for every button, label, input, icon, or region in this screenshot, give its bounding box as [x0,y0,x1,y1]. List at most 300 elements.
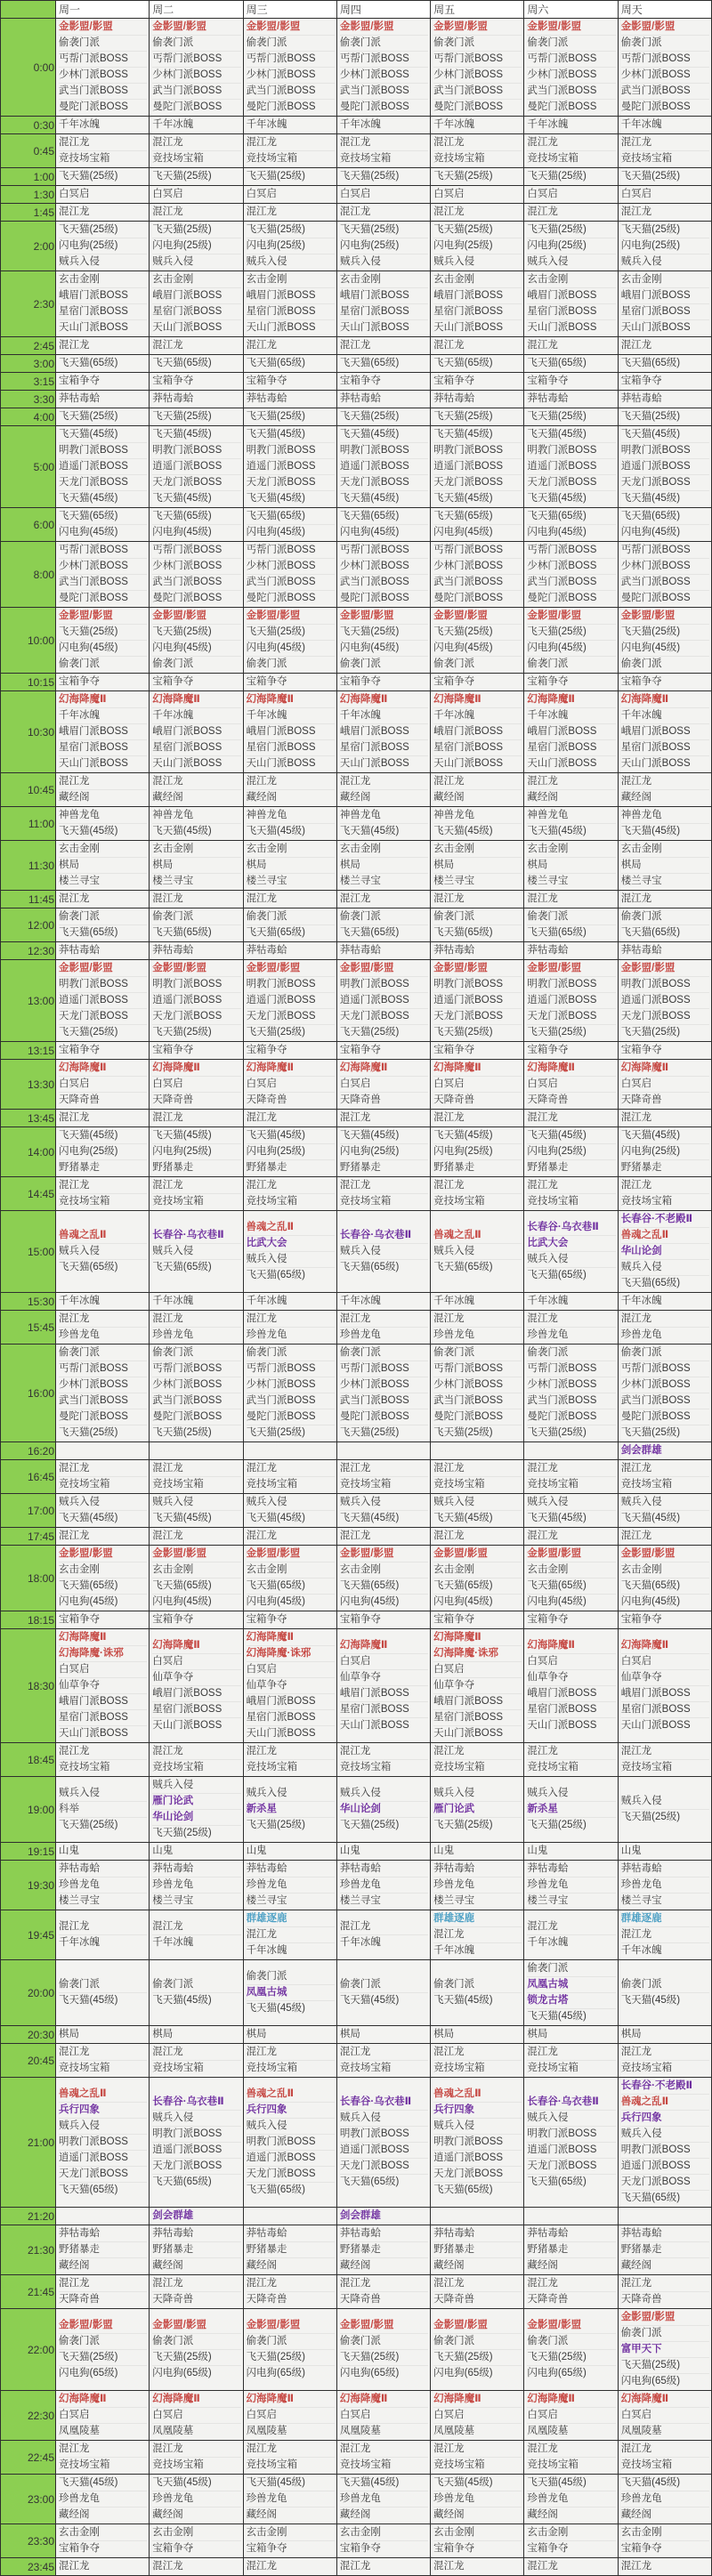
table-row [1,19,712,117]
event-label: 飞天猫(65级) [59,925,147,941]
schedule-cell [243,2026,336,2044]
schedule-cell [524,2275,618,2309]
event-label: 千年冰魄 [247,1942,335,1958]
event-label: 飞天猫(65级) [152,511,212,521]
event-label: 宝箱争夺 [152,1614,194,1625]
schedule-cell [431,355,524,373]
event-label: 闪电狗(45级) [340,524,428,540]
event-label: 贼兵入侵 [59,254,147,270]
event-label: 千年冰魄 [339,1296,381,1306]
event-label: 明教门派BOSS [59,442,147,458]
event-label: 混江龙 [246,2278,278,2289]
event-label: 飞天猫(45级) [59,2477,118,2488]
schedule-cell [618,2524,711,2558]
time-label: 11:30 [1,841,56,891]
event-label: 贼兵入侵 [340,2110,428,2126]
event-label: 逍遥门派BOSS [621,458,709,474]
event-label: 竞技场宝箱 [59,150,147,166]
event-label: 竞技场宝箱 [247,2457,335,2473]
schedule-cell [336,1743,430,1777]
time-label: 23:45 [1,2558,56,2576]
schedule-cell [243,2475,336,2524]
schedule-cell [56,1960,150,2026]
schedule-cell [336,942,430,960]
event-label: 珍兽龙龟 [59,2491,147,2507]
event-label: 兽魂之乱Ⅱ [246,2088,295,2099]
event-label: 竞技场宝箱 [621,2060,709,2076]
event-label: 明教门派BOSS [527,976,615,992]
schedule-cell [243,355,336,373]
event-label: 幻海降魔Ⅱ [339,2394,388,2404]
schedule-cell [524,1345,618,1442]
schedule-cell [618,942,711,960]
schedule-cell [431,391,524,408]
table-row [1,2078,712,2208]
event-label: 竞技场宝箱 [433,2060,522,2076]
event-label: 峨眉门派BOSS [527,1685,615,1701]
event-label: 金影盟/影盟 [246,21,301,32]
event-label: 武当门派BOSS [527,1393,615,1409]
event-label: 竞技场宝箱 [527,1193,615,1209]
schedule-cell [336,773,430,807]
event-label: 天山门派BOSS [152,319,240,335]
event-label: 星宿门派BOSS [433,739,522,755]
event-label: 偷袭门派 [433,911,475,922]
schedule-cell [431,2309,524,2391]
event-label: 闪电狗(25级) [621,238,709,254]
event-label: 藏经阁 [527,2507,615,2523]
schedule-cell [150,2309,243,2391]
schedule-cell [618,1127,711,1177]
event-label: 飞天猫(25级) [527,224,587,235]
event-label: 天龙门派BOSS [340,474,428,490]
event-label: 金影盟/影盟 [152,2320,206,2330]
event-label: 闪电狗(45级) [621,640,709,656]
event-label: 玄击金刚 [152,844,194,854]
event-label: 偷袭门派 [620,1347,662,1358]
schedule-cell [56,204,150,222]
event-label: 丐帮门派BOSS [620,545,691,555]
event-label: 竞技场宝箱 [340,1476,428,1492]
schedule-cell [336,891,430,908]
event-label: 混江龙 [433,893,465,904]
event-label: 曼陀门派BOSS [247,590,335,606]
schedule-cell [56,942,150,960]
event-label: 竞技场宝箱 [59,1759,147,1775]
schedule-cell [336,608,430,674]
event-label: 混江龙 [59,2561,90,2572]
event-label: 偷袭门派 [621,2325,709,2341]
table-row [1,408,712,426]
event-label: 剑会群雄 [152,2210,194,2221]
event-label: 飞天猫(45级) [621,1992,709,2008]
event-label: 闪电狗(65级) [152,2365,240,2381]
event-label: 闪电狗(25级) [527,1143,615,1159]
event-label: 千年冰魄 [340,707,428,723]
schedule-cell [431,1211,524,1293]
event-label: 飞天猫(65级) [620,511,681,521]
event-label: 飞天猫(25级) [621,1024,709,1040]
day-header: 周三 [243,1,336,19]
schedule-cell [618,408,711,426]
schedule-cell [618,1528,711,1546]
event-label: 混江龙 [246,206,278,217]
schedule-cell [56,773,150,807]
event-label: 明教门派BOSS [340,2126,428,2142]
event-label: 飞天猫(25级) [340,1817,428,1833]
schedule-cell [56,2044,150,2078]
event-label: 天龙门派BOSS [247,1008,335,1024]
event-label: 峨眉门派BOSS [621,287,709,303]
event-label: 贼兵入侵 [527,254,615,270]
schedule-cell [336,1110,430,1127]
event-label: 星宿门派BOSS [59,739,147,755]
event-label: 武当门派BOSS [340,574,428,590]
event-label: 峨眉门派BOSS [527,287,615,303]
schedule-cell [524,542,618,608]
event-label: 飞天猫(65级) [433,511,493,521]
table-row [1,1861,712,1910]
schedule-cell [618,891,711,908]
time-label: 23:30 [1,2524,56,2558]
table-row [1,426,712,508]
schedule-cell [524,1743,618,1777]
event-label: 飞天猫(25级) [621,2357,709,2373]
event-label: 飞天猫(45级) [59,1992,147,2008]
event-label: 金影盟/影盟 [620,1548,676,1559]
event-label: 藏经阁 [433,2507,522,2523]
event-label: 武当门派BOSS [527,574,615,590]
schedule-cell [336,1177,430,1211]
event-label: 兽魂之乱Ⅱ [246,1222,295,1232]
event-label: 飞天猫(65级) [621,1275,709,1291]
event-label: 天降奇兽 [340,2291,428,2307]
event-label: 雁门论武 [433,1801,522,1817]
event-label: 飞天猫(45级) [152,1992,240,2008]
event-label: 群雄逐鹿 [620,1913,662,1924]
schedule-cell [524,2026,618,2044]
event-label: 飞天猫(45级) [152,2477,212,2488]
event-label: 少林门派BOSS [340,67,428,83]
event-label: 神兽龙龟 [433,810,475,820]
event-label: 逍遥门派BOSS [527,458,615,474]
event-label: 混江龙 [620,206,652,217]
event-label: 金影盟/影盟 [339,2320,394,2330]
event-label: 藏经阁 [152,789,240,805]
event-label: 莽牯毒蛤 [339,1863,381,1874]
event-label: 飞天猫(45级) [152,1130,212,1141]
event-label: 藏经阁 [247,2507,335,2523]
event-label: 凤凰古城 [247,1984,335,2000]
time-label: 18:30 [1,1629,56,1743]
event-label: 幻海降魔Ⅱ [433,1632,481,1643]
event-label: 闪电狗(25级) [433,1143,522,1159]
schedule-cell [56,891,150,908]
event-label: 天龙门派BOSS [152,2158,240,2174]
event-label: 星宿门派BOSS [247,1709,335,1725]
event-label: 飞天猫(45级) [620,429,681,440]
event-label: 飞天猫(65级) [340,1259,428,1275]
event-label: 华山论剑 [621,1243,709,1259]
event-label: 天降奇兽 [59,2291,147,2307]
event-label: 竞技场宝箱 [621,1476,709,1492]
schedule-cell [336,2275,430,2309]
event-label: 偷袭门派 [433,656,522,672]
event-label: 飞天猫(45级) [152,429,212,440]
schedule-cell [243,2391,336,2441]
event-label: 混江龙 [339,1746,371,1756]
event-label: 混江龙 [339,2047,371,2057]
event-label: 贼兵入侵 [621,254,709,270]
schedule-cell [524,1611,618,1629]
event-label: 楼兰寻宝 [433,873,522,889]
schedule-cell [150,1611,243,1629]
event-label: 宝箱争夺 [339,375,381,386]
schedule-cell [524,1629,618,1743]
schedule-cell [524,1311,618,1345]
event-label: 飞天猫(65级) [527,1267,615,1283]
event-label: 仙草争夺 [340,1669,428,1685]
event-label: 武当门派BOSS [433,1393,522,1409]
schedule-cell [336,2558,430,2576]
table-row [1,1311,712,1345]
event-label: 飞天猫(65级) [152,1259,240,1275]
event-label: 棋局 [527,857,615,873]
event-label: 贼兵入侵 [59,1243,147,1259]
schedule-cell [618,542,711,608]
event-label: 少林门派BOSS [340,1377,428,1393]
schedule-cell [524,773,618,807]
event-label: 少林门派BOSS [527,67,615,83]
schedule-cell [243,1293,336,1311]
schedule-cell [56,1293,150,1311]
event-label: 少林门派BOSS [621,1377,709,1393]
event-label: 千年冰魄 [59,1296,100,1306]
event-label: 飞天猫(25级) [620,224,681,235]
event-label: 飞天猫(65级) [527,1578,615,1594]
event-label: 白冥启 [59,1661,147,1677]
event-label: 莽牯毒蛤 [339,945,381,956]
event-label: 丐帮门派BOSS [527,51,615,67]
event-label: 混江龙 [339,776,371,787]
event-label: 藏经阁 [152,2257,240,2273]
event-label: 逍遥门派BOSS [433,2150,522,2166]
event-label: 白冥启 [59,1076,147,1092]
schedule-cell [243,942,336,960]
event-label: 星宿门派BOSS [340,303,428,319]
schedule-cell [150,1293,243,1311]
event-label: 曼陀门派BOSS [527,99,615,115]
time-label: 21:30 [1,2225,56,2275]
event-label: 白冥启 [621,1076,709,1092]
event-label: 星宿门派BOSS [340,739,428,755]
event-label: 山鬼 [620,1845,642,1856]
event-label: 星宿门派BOSS [152,303,240,319]
event-label: 飞天猫(25级) [527,1024,615,1040]
table-row [1,391,712,408]
event-label: 飞天猫(45级) [527,429,587,440]
schedule-cell [431,168,524,186]
event-label: 棋局 [246,2029,267,2039]
event-label: 明教门派BOSS [152,976,240,992]
schedule-cell [524,674,618,691]
event-label: 混江龙 [59,1313,90,1324]
event-label: 贼兵入侵 [621,1259,709,1275]
event-label: 飞天猫(65级) [152,2174,240,2190]
event-label: 幻海降魔Ⅱ [152,1640,200,1651]
event-label: 千年冰魄 [247,707,335,723]
event-label: 白冥启 [247,2407,335,2423]
schedule-cell [431,117,524,134]
schedule-cell [243,1611,336,1629]
event-label: 天山门派BOSS [621,1717,709,1733]
event-label: 武当门派BOSS [433,574,522,590]
event-label: 白冥启 [247,1661,335,1677]
event-label: 棋局 [340,857,428,873]
schedule-cell [336,2078,430,2208]
event-label: 莽牯毒蛤 [152,2228,194,2239]
schedule-cell [150,1843,243,1861]
event-label: 偷袭门派 [621,35,709,51]
event-label: 天山门派BOSS [433,755,522,771]
event-label: 闪电狗(45级) [152,640,240,656]
event-label: 玄击金刚 [246,2527,287,2538]
event-label: 金影盟/影盟 [339,610,394,621]
event-label: 天龙门派BOSS [59,1008,147,1024]
schedule-cell [524,2044,618,2078]
schedule-cell [243,1629,336,1743]
event-label: 竞技场宝箱 [527,1759,615,1775]
event-label: 混江龙 [527,1530,558,1541]
event-label: 竞技场宝箱 [59,1476,147,1492]
event-label: 逍遥门派BOSS [152,458,240,474]
schedule-cell [524,1777,618,1843]
event-label: 混江龙 [339,206,371,217]
event-label: 飞天猫(65级) [433,358,493,368]
schedule-cell [618,2558,711,2576]
schedule-cell [524,2441,618,2475]
event-label: 白冥启 [59,189,90,199]
time-label: 2:45 [1,337,56,355]
event-label: 珍兽龙龟 [152,1327,240,1343]
schedule-cell [243,117,336,134]
schedule-cell [524,841,618,891]
event-label: 混江龙 [433,2561,465,2572]
event-label: 丐帮门派BOSS [621,1361,709,1377]
event-label: 白冥启 [340,1653,428,1669]
event-label: 丐帮门派BOSS [527,1361,615,1377]
event-label: 天山门派BOSS [152,1717,240,1733]
event-label: 兽魂之乱Ⅱ [621,1227,709,1243]
schedule-cell [524,2309,618,2391]
schedule-cell [56,391,150,408]
event-label: 闪电狗(25级) [247,1143,335,1159]
event-label: 兽魂之乱Ⅱ [433,2088,481,2099]
event-label: 贼兵入侵 [247,2118,335,2134]
event-label: 飞天猫(25级) [339,411,400,422]
event-label: 飞天猫(25级) [247,624,335,640]
table-row [1,222,712,271]
event-label: 藏经阁 [433,789,522,805]
event-label: 峨眉门派BOSS [152,1685,240,1701]
schedule-cell [150,841,243,891]
event-label: 天降奇兽 [247,2291,335,2307]
event-label: 天龙门派BOSS [527,474,615,490]
event-label: 宝箱争夺 [433,2540,522,2556]
event-label: 藏经阁 [340,2507,428,2523]
schedule-cell [431,2225,524,2275]
event-label: 棋局 [59,857,147,873]
event-label: 莽牯毒蛤 [620,945,662,956]
event-label: 野猪暴走 [340,2241,428,2257]
event-label: 逍遥门派BOSS [340,458,428,474]
event-label: 闪电狗(45级) [621,1594,709,1610]
schedule-cell [431,674,524,691]
event-label: 剑会群雄 [620,1445,662,1456]
event-label: 山鬼 [339,1845,360,1856]
event-label: 野猪暴走 [152,2241,240,2257]
schedule-cell [150,942,243,960]
time-label: 17:45 [1,1528,56,1546]
schedule-cell [618,2275,711,2309]
event-label: 宝箱争夺 [339,676,381,687]
event-label: 曼陀门派BOSS [340,590,428,606]
table-row [1,542,712,608]
event-label: 混江龙 [527,1463,558,1474]
event-label: 偷袭门派 [152,1979,194,1990]
event-label: 竞技场宝箱 [59,1193,147,1209]
event-label: 宝箱争夺 [152,1045,194,1055]
schedule-cell [336,117,430,134]
schedule-cell [618,2078,711,2208]
schedule-cell [431,2524,524,2558]
event-label: 竞技场宝箱 [433,1193,522,1209]
event-label: 飞天猫(45级) [59,1130,118,1141]
event-label: 玄击金刚 [433,2527,475,2538]
event-label: 星宿门派BOSS [621,739,709,755]
day-header: 周五 [431,1,524,19]
time-label: 22:45 [1,2441,56,2475]
time-label: 16:45 [1,1460,56,1494]
event-label: 逍遥门派BOSS [247,458,335,474]
event-label: 闪电狗(25级) [59,1143,147,1159]
table-row [1,2026,712,2044]
event-label: 混江龙 [152,206,183,217]
schedule-cell [618,908,711,942]
event-label: 贼兵入侵 [152,1497,194,1507]
event-label: 剑会群雄 [339,2210,381,2221]
event-label: 明教门派BOSS [621,442,709,458]
event-label: 幻海降魔·诛邪 [247,1645,335,1661]
schedule-cell [56,222,150,271]
event-label: 竞技场宝箱 [527,2060,615,2076]
event-label: 飞天猫(25级) [340,1024,428,1040]
schedule-cell [336,1442,430,1460]
event-label: 野猪暴走 [247,2241,335,2257]
event-label: 峨眉门派BOSS [152,287,240,303]
schedule-cell [524,691,618,773]
schedule-cell [431,2275,524,2309]
event-label: 幻海降魔Ⅱ [246,2394,295,2404]
schedule-cell [524,508,618,542]
event-label: 飞天猫(65级) [433,925,522,941]
event-label: 竞技场宝箱 [340,2060,428,2076]
schedule-cell [243,908,336,942]
schedule-cell [56,2309,150,2391]
event-label: 藏经阁 [59,2507,147,2523]
schedule-cell [336,1060,430,1110]
event-label: 藏经阁 [152,2507,240,2523]
